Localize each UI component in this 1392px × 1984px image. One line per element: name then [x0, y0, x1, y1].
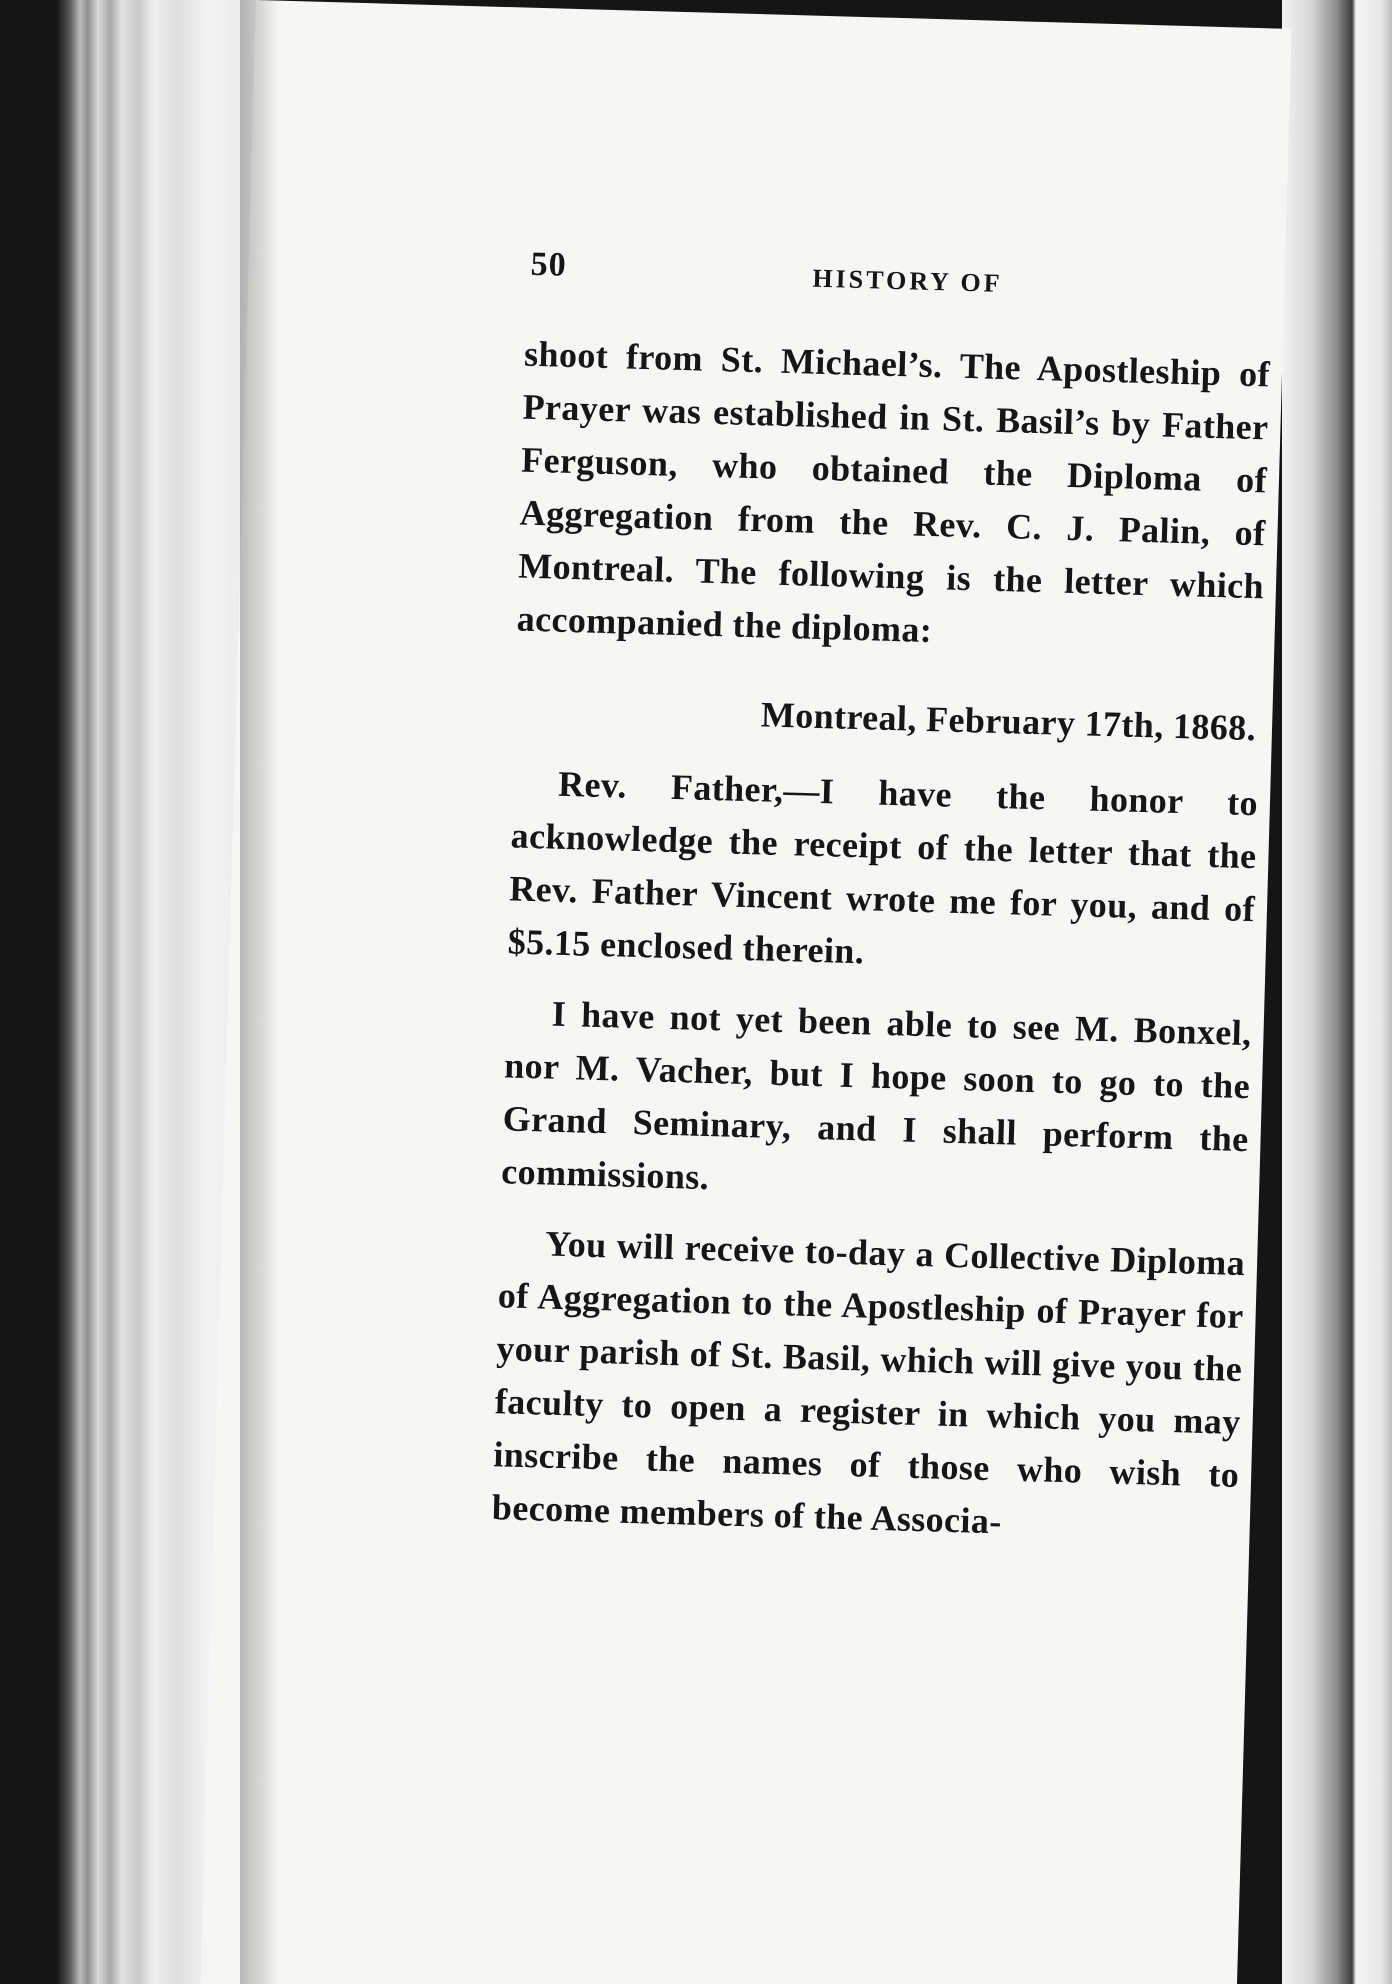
letter [491, 756, 1258, 1555]
gutter-shadow [240, 0, 280, 1984]
letter-dateline: Montreal, February 17th, 1868. [760, 694, 1257, 749]
book-page [201, 0, 1292, 1984]
running-title: HISTORY OF [812, 263, 1003, 298]
letter-paragraph: Rev. Father,—I have the honor to acknowledge the receipt of the letter that the Rev. Father Vincent wrote me for you, and of $5.15 enclosed therein. [507, 763, 1259, 972]
letter-paragraph: I have not yet been able to see M. Bonxel, nor M. Vacher, but I hope soon to go to the Grand Seminary, and I shall perform the commissions. [500, 993, 1253, 1198]
paragraph: shoot from St. Michael’s. The Apostleship of Prayer was established in St. Basil’s by Father Ferguson, who obtained the Diploma of Aggregation from the Rev. C. J. Palin, of Montreal. The following is the letter which accompanied the diploma: [516, 333, 1271, 651]
letter-paragraph: You will receive to-day a Collective Diploma of Aggregation to the Apostleship of Prayer for your parish of St. Basil, which will give you the faculty to open a register in which you may inscribe the names of those who wish to become members of the Associa- [491, 1223, 1246, 1542]
body-text [491, 328, 1270, 1555]
running-head [530, 246, 1311, 308]
page-number: 50 [530, 245, 568, 284]
